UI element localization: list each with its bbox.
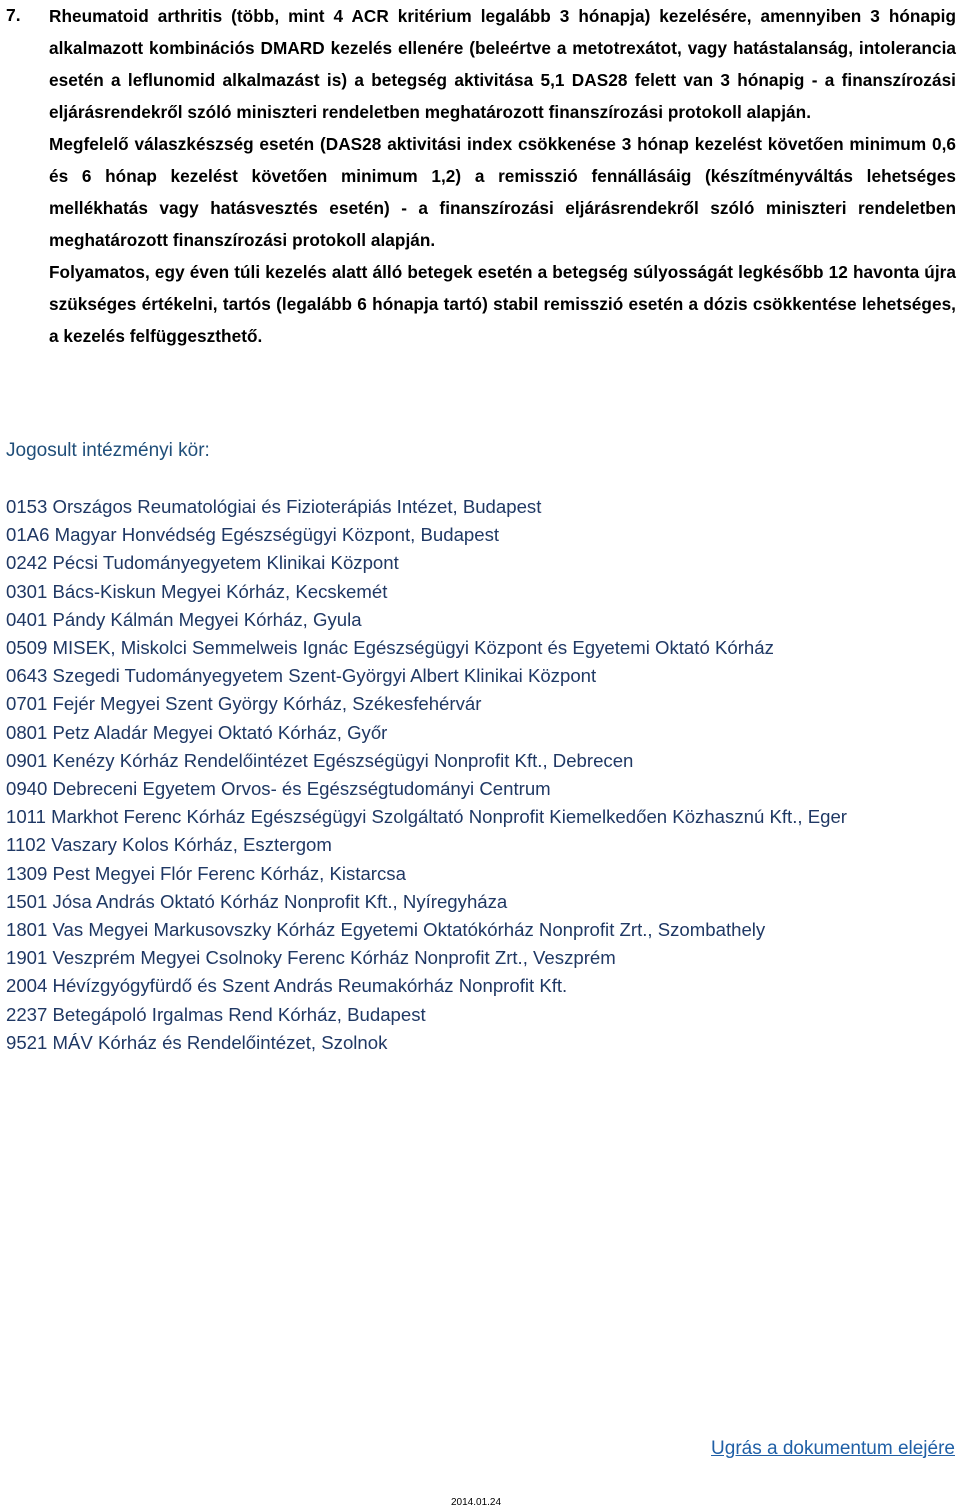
- indication-paragraph-3: Folyamatos, egy éven túli kezelés alatt álló betegek esetén a betegség súlyosságát legkésőbb 12 havonta újra szükséges értékelni, tartós (legalább 6 hónapja tartó) stabil remisszió esetén a dózis csökkentése lehetséges, a kezelés felfüggeszthető.: [49, 262, 956, 346]
- list-item: 2237 Betegápoló Irgalmas Rend Kórház, Budapest: [6, 1003, 426, 1025]
- list-item: 0643 Szegedi Tudományegyetem Szent-Györgyi Albert Klinikai Központ: [6, 665, 597, 687]
- list-item: 0242 Pécsi Tudományegyetem Klinikai Központ: [6, 552, 399, 574]
- list-item: 0301 Bács-Kiskun Megyei Kórház, Kecskemét: [6, 580, 388, 602]
- list-item: 2004 Hévízgyógyfürdő és Szent András Reumakórház Nonprofit Kft.: [6, 975, 568, 997]
- list-item: 0801 Petz Aladár Megyei Oktató Kórház, Győr: [6, 721, 388, 743]
- list-item: 1102 Vaszary Kolos Kórház, Esztergom: [6, 834, 332, 856]
- list-item: 9521 MÁV Kórház és Rendelőintézet, Szolnok: [6, 1031, 388, 1053]
- indication-section: [6, 0, 956, 352]
- list-item: 0701 Fejér Megyei Szent György Kórház, Székesfehérvár: [6, 693, 482, 715]
- footer-date: 2014.01.24: [451, 1497, 502, 1508]
- list-item: 0940 Debreceni Egyetem Orvos- és Egészségtudományi Centrum: [6, 778, 551, 800]
- back-to-top-link[interactable]: Ugrás a dokumentum elejére: [711, 1438, 955, 1459]
- list-item: 1901 Veszprém Megyei Csolnoky Ferenc Kórház Nonprofit Zrt., Veszprém: [6, 947, 616, 969]
- indication-paragraph-1: Rheumatoid arthritis (több, mint 4 ACR kritérium legalább 3 hónapja) kezelésére, amennyiben 3 hónapig alkalmazott kombinációs DMARD kezelés ellenére (beleértve a metotrexátot, vagy hatástalanság, intolerancia esetén a leflunomid alkalmazást is) a betegség aktivitása 5,1 DAS28 felett van 3 hónapig - a finanszírozási eljárásrendekről szóló miniszteri rendeletben meghatározott finanszírozási protokoll alapján.: [49, 6, 956, 122]
- list-item: 1501 Jósa András Oktató Kórház Nonprofit Kft., Nyíregyháza: [6, 890, 508, 912]
- list-item: 0401 Pándy Kálmán Megyei Kórház, Gyula: [6, 608, 362, 630]
- list-item: 1801 Vas Megyei Markusovszky Kórház Egyetemi Oktatókórház Nonprofit Zrt., Szombathely: [6, 919, 766, 941]
- list-item: 1011 Markhot Ferenc Kórház Egészségügyi Szolgáltató Nonprofit Kiemelkedően Közhasznú Kft., Eger: [6, 806, 847, 828]
- institution-list: [6, 493, 847, 1057]
- item-number: 7.: [6, 5, 21, 25]
- list-item: 0901 Kenézy Kórház Rendelőintézet Egészségügyi Nonprofit Kft., Debrecen: [6, 749, 634, 771]
- list-item: 01A6 Magyar Honvédség Egészségügyi Központ, Budapest: [6, 524, 500, 546]
- list-item: 1309 Pest Megyei Flór Ferenc Kórház, Kistarcsa: [6, 862, 406, 884]
- list-item: 0509 MISEK, Miskolci Semmelweis Ignác Egészségügyi Központ és Egyetemi Oktató Kórház: [6, 637, 774, 659]
- indication-paragraph-2: Megfelelő válaszkészség esetén (DAS28 aktivitási index csökkenése 3 hónap kezelést követően minimum 0,6 és 6 hónap kezelést követően minimum 1,2) a remisszió fennállásáig (készítményváltás lehetséges mellékhatás vagy hatásvesztés esetén) - a finanszírozási eljárásrendekről szóló miniszteri rendeletben meghatározott finanszírozási protokoll alapján.: [49, 134, 956, 250]
- institutions-heading: Jogosult intézményi kör:: [6, 440, 210, 461]
- list-item: 0153 Országos Reumatológiai és Fizioterápiás Intézet, Budapest: [6, 496, 542, 517]
